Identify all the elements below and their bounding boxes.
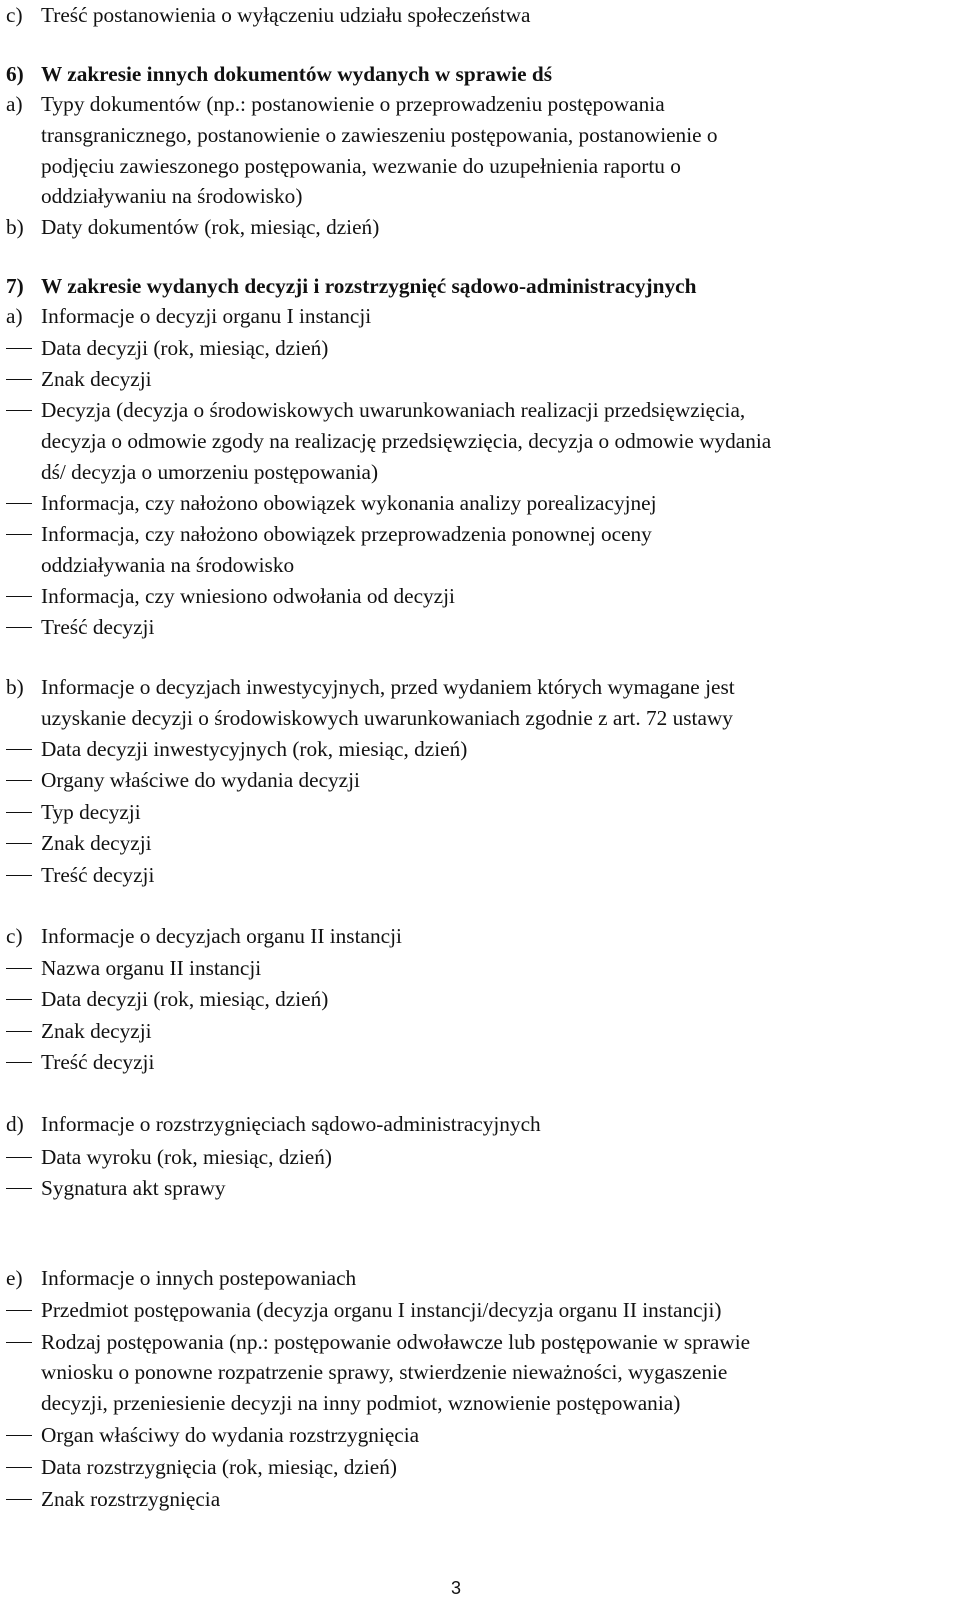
item-marker: b): [6, 215, 24, 239]
dash-bullet: [6, 1062, 32, 1063]
section-title: W zakresie wydanych decyzji i rozstrzygnięć sądowo-administracyjnych: [41, 274, 697, 298]
item-text: podjęciu zawieszonego postępowania, wezwanie do uzupełnienia raportu o: [41, 154, 681, 178]
item-text: Treść postanowienia o wyłączeniu udziału społeczeństwa: [41, 3, 531, 27]
item-text: Organ właściwy do wydania rozstrzygnięcia: [41, 1423, 420, 1447]
item-text: Znak decyzji: [41, 1019, 152, 1043]
item-marker: c): [6, 924, 23, 948]
dash-bullet: [6, 780, 32, 781]
item-text: Data rozstrzygnięcia (rok, miesiąc, dzień): [41, 1455, 397, 1479]
item-text: Informacje o decyzji organu I instancji: [41, 304, 372, 328]
dash-bullet: [6, 749, 32, 750]
dash-bullet: [6, 875, 32, 876]
item-text: Treść decyzji: [41, 1050, 155, 1074]
section-number: 7): [6, 274, 24, 298]
item-marker: e): [6, 1266, 23, 1290]
dash-bullet: [6, 968, 32, 969]
dash-bullet: [6, 1031, 32, 1032]
item-text: Treść decyzji: [41, 615, 155, 639]
item-text: Typ decyzji: [41, 800, 141, 824]
item-text: Znak decyzji: [41, 831, 152, 855]
dash-bullet: [6, 1157, 32, 1158]
dash-bullet: [6, 410, 32, 411]
item-text: uzyskanie decyzji o środowiskowych uwarunkowaniach zgodnie z art. 72 ustawy: [41, 706, 733, 730]
item-text: Rodzaj postępowania (np.: postępowanie odwoławcze lub postępowanie w sprawie: [41, 1330, 751, 1354]
item-text: wniosku o ponowne rozpatrzenie sprawy, stwierdzenie nieważności, wygaszenie: [41, 1360, 728, 1384]
item-marker: b): [6, 675, 24, 699]
dash-bullet: [6, 379, 32, 380]
dash-bullet: [6, 1342, 32, 1343]
dash-bullet: [6, 534, 32, 535]
item-text: decyzji, przeniesienie decyzji na inny podmiot, wznowienie postępowania): [41, 1391, 681, 1415]
item-text: Informacje o rozstrzygnięciach sądowo-administracyjnych: [41, 1112, 541, 1136]
section-number: 6): [6, 62, 24, 86]
item-text: Informacje o decyzjach inwestycyjnych, przed wydaniem których wymagane jest: [41, 675, 735, 699]
item-text: Data decyzji (rok, miesiąc, dzień): [41, 987, 329, 1011]
item-text: oddziaływaniu na środowisko): [41, 184, 303, 208]
dash-bullet: [6, 1435, 32, 1436]
dash-bullet: [6, 843, 32, 844]
item-text: Organy właściwe do wydania decyzji: [41, 768, 360, 792]
item-text: Data decyzji (rok, miesiąc, dzień): [41, 336, 329, 360]
item-text: Treść decyzji: [41, 863, 155, 887]
item-text: Data wyroku (rok, miesiąc, dzień): [41, 1145, 332, 1169]
item-text: Nazwa organu II instancji: [41, 956, 262, 980]
item-text: transgranicznego, postanowienie o zawieszeniu postępowania, postanowienie o: [41, 123, 718, 147]
item-text: Informacja, czy nałożono obowiązek wykonania analizy porealizacyjnej: [41, 491, 657, 515]
dash-bullet: [6, 812, 32, 813]
dash-bullet: [6, 999, 32, 1000]
dash-bullet: [6, 1499, 32, 1500]
dash-bullet: [6, 596, 32, 597]
item-text: Informacja, czy wniesiono odwołania od decyzji: [41, 584, 455, 608]
page-number: 3: [451, 1578, 462, 1598]
item-text: Data decyzji inwestycyjnych (rok, miesiąc, dzień): [41, 737, 468, 761]
dash-bullet: [6, 348, 32, 349]
item-text: Informacje o decyzjach organu II instancji: [41, 924, 402, 948]
item-text: Przedmiot postępowania (decyzja organu I instancji/decyzja organu II instancji): [41, 1298, 722, 1322]
item-text: Informacja, czy nałożono obowiązek przeprowadzenia ponownej oceny: [41, 522, 652, 546]
item-text: dś/ decyzja o umorzeniu postępowania): [41, 460, 379, 484]
item-text: Decyzja (decyzja o środowiskowych uwarunkowaniach realizacji przedsięwzięcia,: [41, 398, 746, 422]
dash-bullet: [6, 627, 32, 628]
section-title: W zakresie innych dokumentów wydanych w sprawie dś: [41, 62, 553, 86]
item-marker: d): [6, 1112, 24, 1136]
item-text: Znak decyzji: [41, 367, 152, 391]
item-marker: a): [6, 92, 23, 116]
item-text: Daty dokumentów (rok, miesiąc, dzień): [41, 215, 380, 239]
dash-bullet: [6, 1467, 32, 1468]
item-text: Sygnatura akt sprawy: [41, 1176, 226, 1200]
item-text: oddziaływania na środowisko: [41, 553, 295, 577]
item-marker: a): [6, 304, 23, 328]
item-text: Znak rozstrzygnięcia: [41, 1487, 221, 1511]
dash-bullet: [6, 1188, 32, 1189]
item-text: Typy dokumentów (np.: postanowienie o przeprowadzeniu postępowania: [41, 92, 665, 116]
dash-bullet: [6, 1310, 32, 1311]
item-marker: c): [6, 3, 23, 27]
dash-bullet: [6, 503, 32, 504]
item-text: decyzja o odmowie zgody na realizację przedsięwzięcia, decyzja o odmowie wydania: [41, 429, 772, 453]
item-text: Informacje o innych postepowaniach: [41, 1266, 357, 1290]
